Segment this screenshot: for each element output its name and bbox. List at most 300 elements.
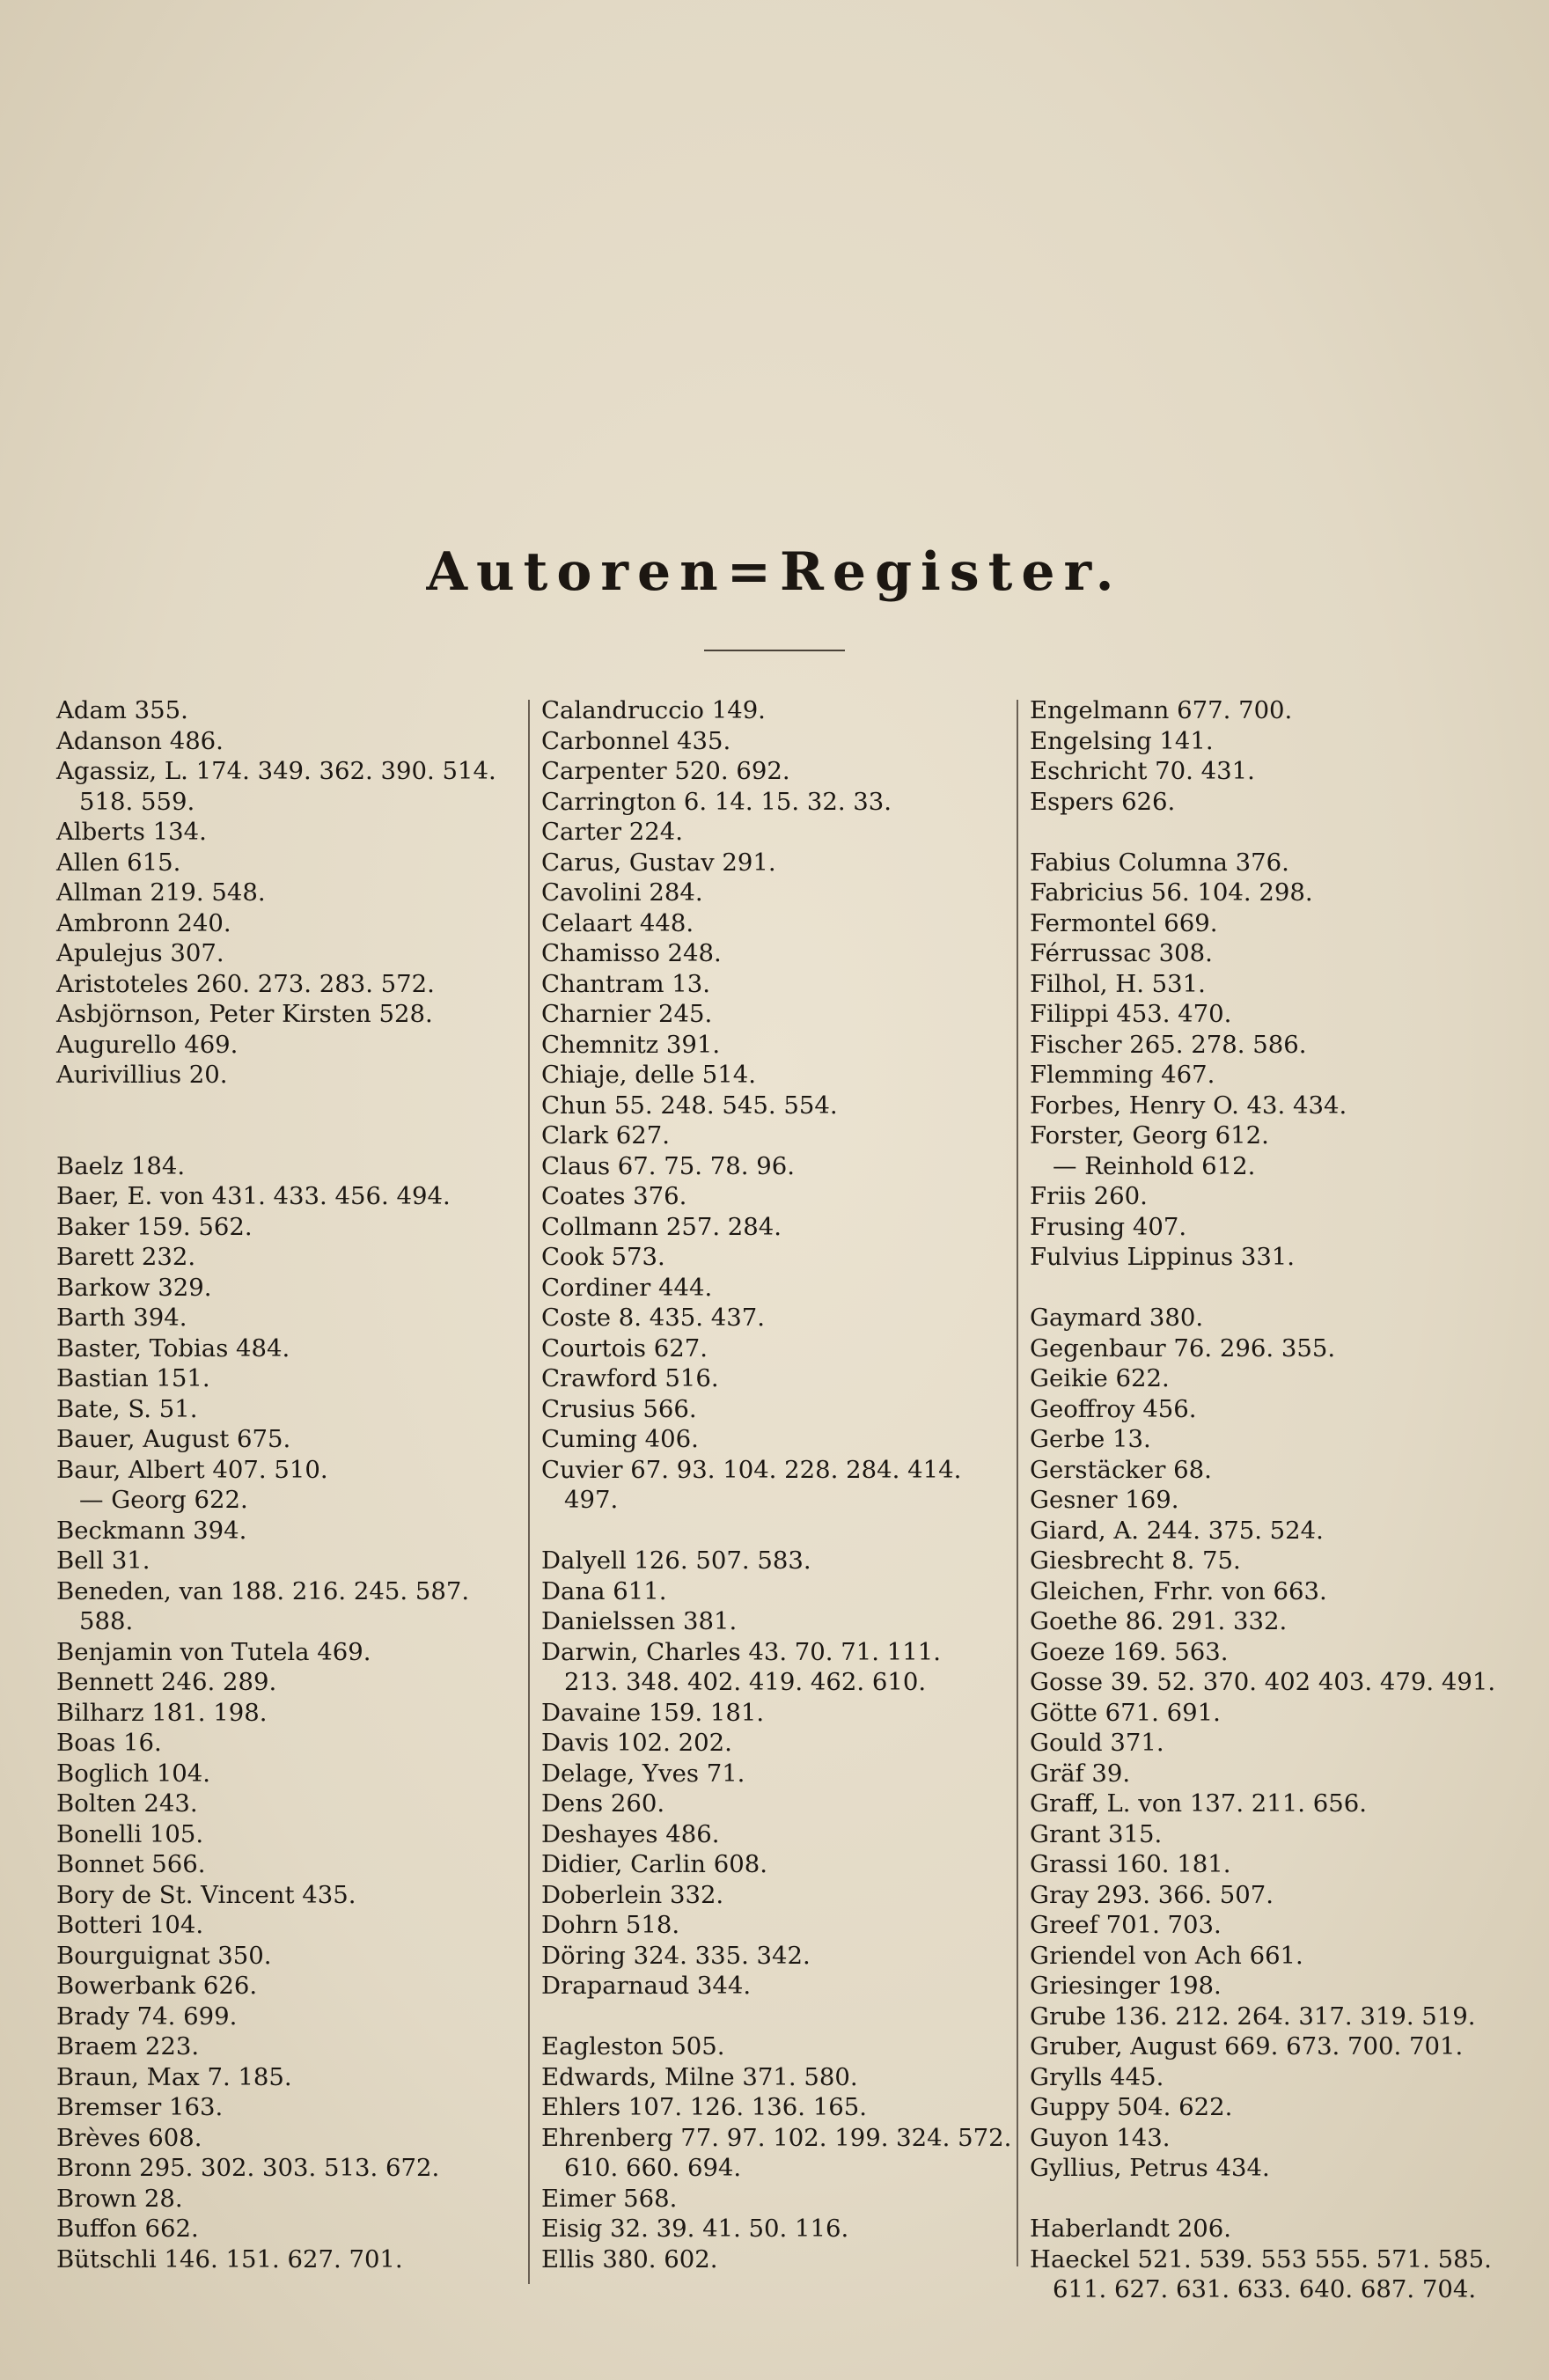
entry-text: Goethe 86. 291. 332. (1030, 1607, 1288, 1635)
entry-text: Ehrenberg 77. 97. 102. 199. 324. 572. (541, 2123, 1012, 2152)
entry-text: Guyon 143. (1030, 2123, 1171, 2152)
index-entry (541, 2184, 999, 2215)
index-entry (541, 1212, 999, 1243)
entry-text: Bremser 163. (56, 2093, 224, 2121)
entry-text: Gegenbaur 76. 296. 355. (1030, 1333, 1336, 1363)
entry-text: Carus, Gustav 291. (541, 848, 776, 877)
entry-text: Baer, E. von 431. 433. 456. 494. (56, 1182, 451, 1210)
entry-text: Carter 224. (541, 818, 684, 846)
index-entry (541, 1030, 999, 1061)
letter-section-gap (541, 1516, 999, 1546)
entry-text: — Georg 622. (79, 1486, 248, 1514)
index-entry (56, 848, 514, 878)
entry-text: Baker 159. 562. (56, 1212, 253, 1241)
index-entry (56, 726, 514, 757)
index-entry (56, 908, 514, 939)
entry-text: Gruber, August 669. 673. 700. 701. (1030, 2032, 1464, 2060)
entry-text: Claus 67. 75. 78. 96. (541, 1151, 795, 1180)
entry-continuation: 518. 559. (79, 787, 195, 816)
index-entry (56, 1789, 514, 1819)
entry-text: Crawford 516. (541, 1364, 719, 1392)
index-entry (56, 1151, 514, 1182)
entry-text: Deshayes 486. (541, 1819, 720, 1848)
letter-section-gap (1030, 1273, 1505, 1304)
entry-text: Forster, Georg 612. (1030, 1121, 1269, 1150)
entry-text: Bory de St. Vincent 435. (56, 1880, 356, 1909)
index-entry (541, 1546, 999, 1576)
index-entry (56, 1333, 514, 1364)
entry-text: Gerstäcker 68. (1030, 1455, 1212, 1484)
index-entry (541, 695, 999, 726)
entry-text: Adam 355. (56, 696, 188, 724)
index-entry (1030, 1455, 1505, 1486)
entry-text: Courtois 627. (541, 1333, 708, 1363)
entry-text: Chun 55. 248. 545. 554. (541, 1091, 838, 1120)
index-entry (541, 1181, 999, 1212)
entry-text: Barett 232. (56, 1243, 196, 1271)
index-entry (1030, 1941, 1505, 1972)
index-entry (56, 1455, 514, 1486)
index-entry (541, 1759, 999, 1789)
index-entry (56, 1880, 514, 1911)
entry-text: Clark 627. (541, 1121, 671, 1150)
entry-text: Fermontel 669. (1030, 908, 1218, 937)
entry-text: Grube 136. 212. 264. 317. 319. 519. (1030, 2002, 1476, 2031)
index-entry (1030, 1060, 1505, 1091)
index-entry (1030, 938, 1505, 969)
entry-continuation: 213. 348. 402. 419. 462. 610. (564, 1668, 927, 1696)
entry-text: Boglich 104. (56, 1759, 211, 1788)
entry-text: Haberlandt 206. (1030, 2215, 1231, 2243)
index-entry (1030, 1759, 1505, 1789)
entry-text: Boas 16. (56, 1729, 162, 1757)
entry-text: Gerbe 13. (1030, 1425, 1151, 1453)
entry-text: Bate, S. 51. (56, 1394, 198, 1423)
entry-text: Draparnaud 344. (541, 1972, 752, 2000)
index-entry (56, 1273, 514, 1304)
index-entry (56, 2031, 514, 2062)
entry-text: Filhol, H. 531. (1030, 969, 1206, 998)
index-entry (56, 1212, 514, 1243)
index-entry (56, 756, 514, 817)
entry-text: Collmann 257. 284. (541, 1212, 782, 1241)
entry-text: Coates 376. (541, 1182, 687, 1210)
entry-text: Chantram 13. (541, 969, 711, 998)
index-entry (541, 908, 999, 939)
entry-text: Gleichen, Frhr. von 663. (1030, 1576, 1327, 1605)
entry-text: Haeckel 521. 539. 553 555. 571. 585. (1030, 2244, 1492, 2273)
entry-text: Alberts 134. (56, 818, 207, 846)
index-entry (56, 1242, 514, 1273)
entry-text: Fulvius Lippinus 331. (1030, 1243, 1296, 1271)
index-entry (56, 1728, 514, 1759)
entry-text: Brown 28. (56, 2184, 183, 2213)
entry-text: Carpenter 520. 692. (541, 757, 790, 785)
entry-text: Beneden, van 188. 216. 245. 587. (56, 1576, 470, 1605)
index-entry (56, 1303, 514, 1333)
index-entry (1030, 2002, 1505, 2032)
index-entry (56, 1971, 514, 2002)
entry-text: Benjamin von Tutela 469. (56, 1637, 371, 1666)
index-entry (1030, 878, 1505, 908)
entry-text: Chemnitz 391. (541, 1030, 721, 1059)
entry-text: Bourguignat 350. (56, 1941, 272, 1970)
entry-text: Bütschli 146. 151. 627. 701. (56, 2244, 403, 2273)
index-entry (1030, 1303, 1505, 1333)
entry-text: Cordiner 444. (541, 1273, 713, 1302)
entry-text: Aristoteles 260. 273. 283. 572. (56, 969, 435, 998)
entry-text: Giesbrecht 8. 75. (1030, 1546, 1241, 1575)
index-entry (56, 1030, 514, 1061)
entry-text: Férrussac 308. (1030, 939, 1213, 967)
entry-text: Giard, A. 244. 375. 524. (1030, 1516, 1324, 1545)
index-entry (1030, 1546, 1505, 1576)
index-entry (1030, 2062, 1505, 2093)
index-entry (56, 2184, 514, 2215)
entry-text: Brèves 608. (56, 2123, 202, 2152)
index-entry (541, 2062, 999, 2093)
index-entry (1030, 756, 1505, 787)
index-entry (541, 1091, 999, 1121)
index-entry (1030, 1606, 1505, 1637)
entry-text: Carbonnel 435. (541, 726, 731, 755)
index-entry (56, 999, 514, 1030)
entry-text: Braun, Max 7. 185. (56, 2062, 292, 2091)
index-entry (1030, 1212, 1505, 1243)
entry-text: Bonnet 566. (56, 1850, 206, 1878)
index-entry (541, 1728, 999, 1759)
index-entry (541, 1273, 999, 1304)
entry-text: Eagleston 505. (541, 2032, 725, 2060)
index-entry (541, 1242, 999, 1273)
index-entry (541, 969, 999, 1000)
index-entry (1030, 969, 1505, 1000)
index-entry (541, 1394, 999, 1425)
entry-text: Agassiz, L. 174. 349. 362. 390. 514. (56, 757, 496, 785)
entry-text: Geikie 622. (1030, 1364, 1170, 1392)
index-entry (56, 1516, 514, 1546)
index-column-2 (541, 695, 1012, 2274)
index-entry (1030, 2123, 1505, 2154)
index-entry (541, 1789, 999, 1819)
entry-text: Bonelli 105. (56, 1819, 204, 1848)
entry-text: Charnier 245. (541, 1000, 713, 1028)
entry-text: Griendel von Ach 661. (1030, 1941, 1303, 1970)
entry-text: Ellis 380. 602. (541, 2244, 718, 2273)
index-entry (56, 1759, 514, 1789)
entry-text: Crusius 566. (541, 1394, 697, 1423)
entry-text: Ehlers 107. 126. 136. 165. (541, 2093, 868, 2121)
index-entry (541, 787, 999, 818)
entry-text: Baur, Albert 407. 510. (56, 1455, 328, 1484)
entry-text: Davaine 159. 181. (541, 1698, 765, 1727)
entry-text: Cook 573. (541, 1243, 665, 1271)
index-entry (1030, 1667, 1505, 1698)
entry-continuation: 497. (564, 1486, 619, 1514)
index-entry (541, 999, 999, 1030)
index-entry (56, 1060, 514, 1091)
index-entry (541, 2031, 999, 2062)
entry-text: Augurello 469. (56, 1030, 239, 1059)
index-entry (56, 2092, 514, 2123)
index-entry (1030, 1819, 1505, 1850)
entry-text: Fabius Columna 376. (1030, 848, 1289, 877)
letter-section-gap (56, 1091, 514, 1151)
entry-text: Götte 671. 691. (1030, 1698, 1221, 1727)
index-entry (541, 1910, 999, 1941)
index-entry (1030, 1424, 1505, 1455)
index-entry (1030, 1637, 1505, 1668)
index-entry (541, 2244, 999, 2275)
index-entry (56, 1667, 514, 1698)
letter-section-gap (541, 2002, 999, 2032)
column-divider (528, 700, 530, 2284)
entry-text: Asbjörnson, Peter Kirsten 528. (56, 1000, 433, 1028)
entry-text: Coste 8. 435. 437. (541, 1304, 765, 1332)
entry-text: Dana 611. (541, 1576, 667, 1605)
title-rule (704, 650, 845, 651)
entry-text: Friis 260. (1030, 1182, 1148, 1210)
entry-text: Davis 102. 202. (541, 1729, 732, 1757)
entry-text: Engelmann 677. 700. (1030, 696, 1293, 724)
entry-text: Edwards, Milne 371. 580. (541, 2062, 858, 2091)
index-entry (1030, 908, 1505, 939)
entry-text: Brady 74. 699. (56, 2002, 238, 2031)
index-entry (56, 817, 514, 848)
index-entry (56, 2002, 514, 2032)
entry-text: Bolten 243. (56, 1789, 198, 1818)
entry-continuation: 611. 627. 631. 633. 640. 687. 704. (1053, 2275, 1477, 2303)
entry-text: Aurivillius 20. (56, 1061, 228, 1089)
index-entry (541, 878, 999, 908)
index-entry (1030, 1151, 1505, 1182)
author-index (0, 695, 1549, 2350)
index-entry (1030, 848, 1505, 878)
index-entry (56, 1181, 514, 1212)
entry-text: Döring 324. 335. 342. (541, 1941, 811, 1970)
entry-text: Dalyell 126. 507. 583. (541, 1546, 811, 1575)
entry-text: Chamisso 248. (541, 939, 722, 967)
entry-text: Goeze 169. 563. (1030, 1637, 1229, 1666)
index-entry (1030, 1030, 1505, 1061)
index-entry (1030, 1091, 1505, 1121)
entry-text: Buffon 662. (56, 2215, 199, 2243)
index-entry (1030, 1242, 1505, 1273)
entry-text: Forbes, Henry O. 43. 434. (1030, 1091, 1347, 1120)
index-column-1 (56, 695, 514, 2274)
entry-text: Carrington 6. 14. 15. 32. 33. (541, 787, 892, 816)
entry-text: Apulejus 307. (56, 939, 224, 967)
index-entry (56, 878, 514, 908)
index-entry (1030, 1120, 1505, 1151)
index-entry (56, 2062, 514, 2093)
entry-text: Bowerbank 626. (56, 1972, 258, 2000)
index-entry (541, 938, 999, 969)
entry-text: Barth 394. (56, 1304, 187, 1332)
entry-text: Bronn 295. 302. 303. 513. 672. (56, 2154, 440, 2182)
index-entry (56, 1819, 514, 1850)
entry-text: Didier, Carlin 608. (541, 1850, 767, 1878)
entry-text: Allman 219. 548. (56, 878, 266, 907)
entry-text: Doberlein 332. (541, 1880, 724, 1909)
column-divider (1017, 700, 1018, 2266)
entry-continuation: 610. 660. 694. (564, 2154, 742, 2182)
entry-text: Adanson 486. (56, 726, 224, 755)
index-entry (1030, 787, 1505, 818)
index-entry (1030, 1880, 1505, 1911)
index-entry (1030, 695, 1505, 726)
index-entry (1030, 2153, 1505, 2184)
entry-text: Cavolini 284. (541, 878, 703, 907)
index-entry (541, 1637, 999, 1698)
entry-text: Grylls 445. (1030, 2062, 1164, 2091)
index-entry (56, 969, 514, 1000)
index-entry (541, 817, 999, 848)
index-entry (541, 1880, 999, 1911)
entry-text: Fabricius 56. 104. 298. (1030, 878, 1313, 907)
index-entry (56, 938, 514, 969)
entry-text: Baster, Tobias 484. (56, 1333, 290, 1363)
entry-text: Chiaje, delle 514. (541, 1061, 756, 1089)
entry-text: Ambronn 240. (56, 908, 231, 937)
index-entry (1030, 1789, 1505, 1819)
index-entry (56, 2153, 514, 2184)
index-entry (1030, 1485, 1505, 1516)
page-title: Autoren=Register. (426, 541, 1123, 603)
entry-text: Eschricht 70. 431. (1030, 757, 1255, 785)
index-entry (541, 1151, 999, 1182)
entry-text: Botteri 104. (56, 1911, 204, 1939)
index-entry (541, 1698, 999, 1729)
index-entry (541, 1971, 999, 2002)
index-entry (1030, 1576, 1505, 1607)
entry-text: Fischer 265. 278. 586. (1030, 1030, 1307, 1059)
index-entry (1030, 1363, 1505, 1394)
index-entry (56, 1363, 514, 1394)
index-entry (56, 1424, 514, 1455)
entry-text: Dohrn 518. (541, 1911, 680, 1939)
index-entry (56, 695, 514, 726)
entry-text: Frusing 407. (1030, 1212, 1187, 1241)
entry-text: Gräf 39. (1030, 1759, 1131, 1788)
index-entry (541, 1455, 999, 1516)
index-entry (541, 1606, 999, 1637)
entry-text: Espers 626. (1030, 787, 1176, 816)
entry-text: Graff, L. von 137. 211. 656. (1030, 1789, 1368, 1818)
letter-section-gap (1030, 817, 1505, 848)
entry-text: Gosse 39. 52. 370. 402 403. 479. 491. (1030, 1668, 1496, 1696)
index-entry (1030, 1910, 1505, 1941)
letter-section-gap (1030, 2184, 1505, 2215)
index-entry (1030, 1394, 1505, 1425)
entry-text: Bell 31. (56, 1546, 150, 1575)
index-entry (1030, 1971, 1505, 2002)
entry-text: Bastian 151. (56, 1364, 210, 1392)
entry-text: Gray 293. 366. 507. (1030, 1880, 1274, 1909)
entry-text: Eimer 568. (541, 2184, 678, 2213)
entry-text: Baelz 184. (56, 1151, 186, 1180)
index-entry (56, 1485, 514, 1516)
index-entry (1030, 999, 1505, 1030)
entry-text: Bauer, August 675. (56, 1425, 291, 1453)
entry-text: Barkow 329. (56, 1273, 212, 1302)
index-entry (541, 1424, 999, 1455)
entry-text: Greef 701. 703. (1030, 1911, 1222, 1939)
entry-text: Allen 615. (56, 848, 181, 877)
index-entry (541, 1060, 999, 1091)
entry-text: Darwin, Charles 43. 70. 71. 111. (541, 1637, 941, 1666)
index-entry (1030, 2031, 1505, 2062)
index-entry (1030, 1728, 1505, 1759)
entry-text: Delage, Yves 71. (541, 1759, 745, 1788)
entry-text: Celaart 448. (541, 908, 694, 937)
index-entry (541, 1576, 999, 1607)
index-entry (56, 1637, 514, 1668)
entry-text: Dens 260. (541, 1789, 665, 1818)
index-entry (541, 2214, 999, 2244)
index-entry (1030, 1333, 1505, 1364)
index-entry (1030, 1181, 1505, 1212)
index-entry (541, 756, 999, 787)
entry-text: Guppy 504. 622. (1030, 2093, 1233, 2121)
entry-text: Bilharz 181. 198. (56, 1698, 268, 1727)
entry-text: Danielssen 381. (541, 1607, 738, 1635)
index-entry (56, 2214, 514, 2244)
entry-text: Bennett 246. 289. (56, 1668, 277, 1696)
entry-text: Flemming 467. (1030, 1061, 1215, 1089)
index-entry (1030, 2244, 1505, 2305)
index-entry (56, 1698, 514, 1729)
entry-text: Cuming 406. (541, 1425, 699, 1453)
entry-text: Grassi 160. 181. (1030, 1850, 1231, 1878)
index-entry (56, 1910, 514, 1941)
entry-text: Engelsing 141. (1030, 726, 1214, 755)
entry-text: Filippi 453. 470. (1030, 1000, 1232, 1028)
entry-text: Eisig 32. 39. 41. 50. 116. (541, 2215, 849, 2243)
index-column-3 (1030, 695, 1505, 2305)
entry-text: Beckmann 394. (56, 1516, 247, 1545)
index-entry (1030, 1698, 1505, 1729)
index-entry (1030, 2092, 1505, 2123)
index-entry (56, 2244, 514, 2275)
index-entry (541, 2092, 999, 2123)
entry-text: Gould 371. (1030, 1729, 1164, 1757)
index-entry (541, 1819, 999, 1850)
index-entry (541, 1941, 999, 1972)
entry-text: Calandruccio 149. (541, 696, 766, 724)
index-entry (1030, 2214, 1505, 2244)
index-entry (541, 848, 999, 878)
index-entry (541, 1363, 999, 1394)
entry-text: Geoffroy 456. (1030, 1394, 1197, 1423)
entry-continuation: 588. (79, 1607, 134, 1635)
index-entry (541, 1849, 999, 1880)
entry-text: Braem 223. (56, 2032, 200, 2060)
index-entry (56, 1849, 514, 1880)
entry-text: Griesinger 198. (1030, 1972, 1222, 2000)
index-entry (1030, 1516, 1505, 1546)
entry-text: Grant 315. (1030, 1819, 1163, 1848)
entry-text: Cuvier 67. 93. 104. 228. 284. 414. (541, 1455, 962, 1484)
entry-text: — Reinhold 612. (1053, 1151, 1256, 1180)
index-entry (56, 1546, 514, 1576)
index-entry (56, 2123, 514, 2154)
index-entry (56, 1941, 514, 1972)
index-entry (1030, 1849, 1505, 1880)
index-entry (1030, 726, 1505, 757)
index-entry (56, 1394, 514, 1425)
entry-text: Gesner 169. (1030, 1486, 1179, 1514)
